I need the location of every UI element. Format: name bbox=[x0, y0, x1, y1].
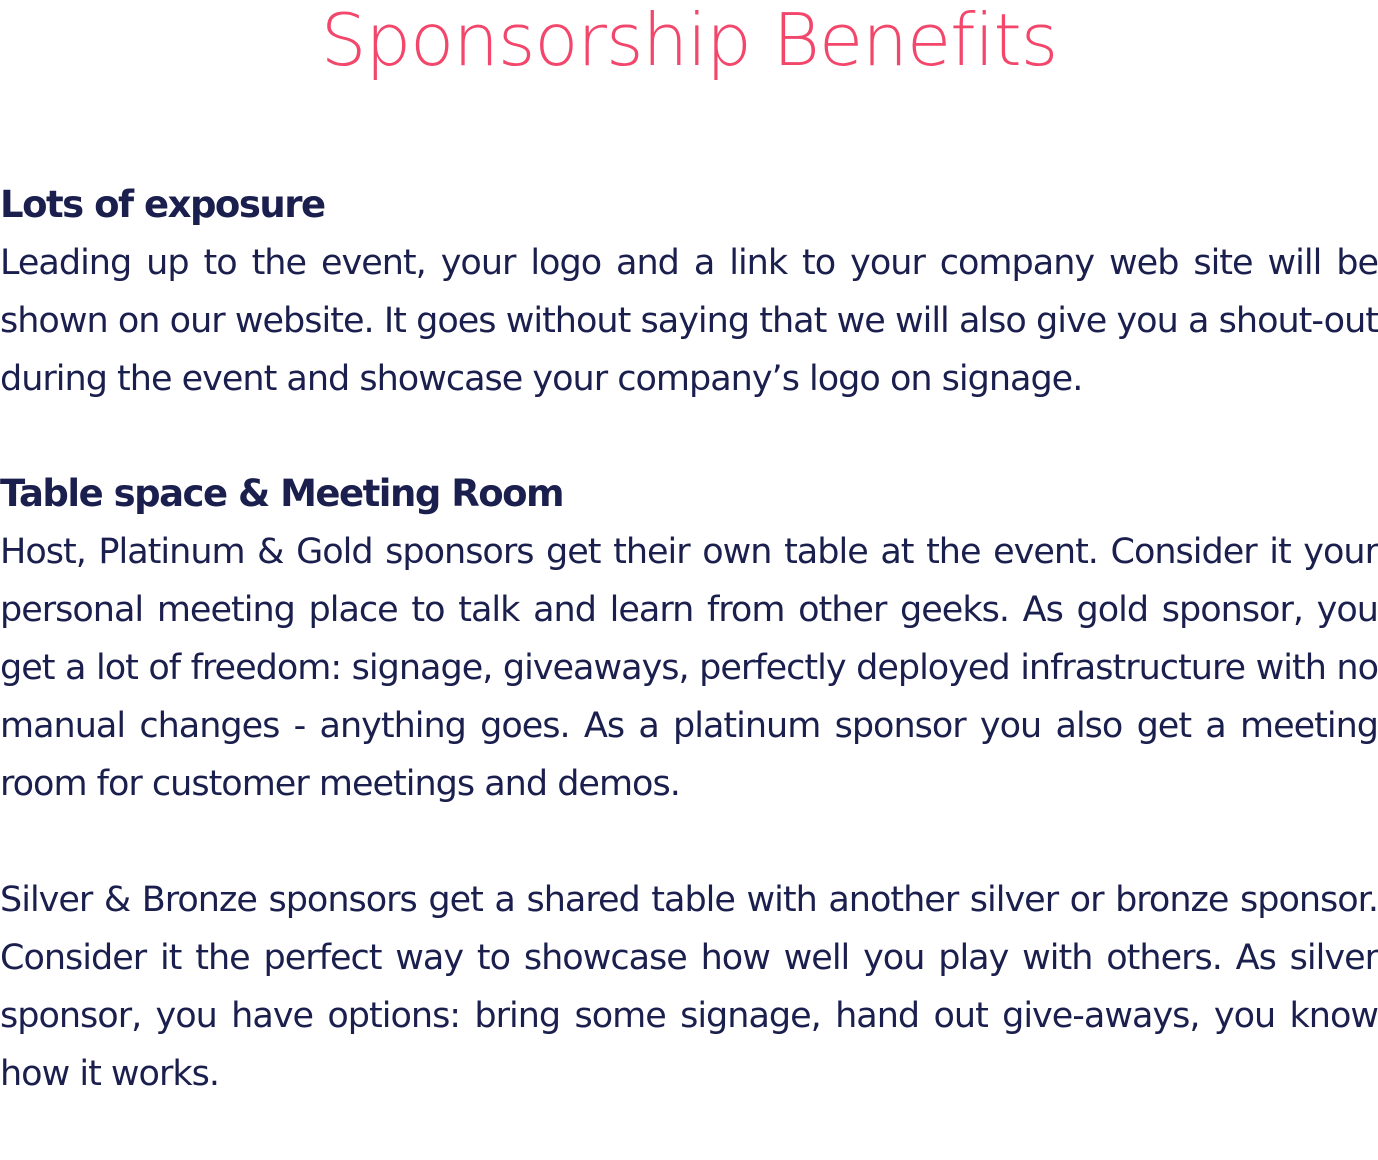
paragraph-exposure: Leading up to the event, your logo and a link to your company web site will be shown on our website. It goes without saying that we will also give you a shout-out during the event and showcase your company’s logo on signage. bbox=[0, 243, 1378, 399]
section-heading-table-space: Table space & Meeting Room bbox=[0, 472, 564, 515]
section-heading-exposure: Lots of exposure bbox=[0, 183, 325, 226]
page-title: Sponsorship Benefits bbox=[320, 0, 1058, 82]
section-exposure bbox=[0, 176, 1378, 408]
paragraph-host-platinum-gold: Host, Platinum & Gold sponsors get their own table at the event. Consider it your personal meeting place to talk and learn from other geeks. As gold sponsor, you get a lot of freedom: signage, giveaways, perfectly deployed infrastructure with no manual changes - anything goes. As a platinum sponsor you also get a meeting room for customer meetings and demos. bbox=[0, 532, 1378, 804]
benefits-content bbox=[0, 176, 1378, 1160]
section-table-space bbox=[0, 465, 1378, 1103]
paragraph-silver-bronze: Silver & Bronze sponsors get a shared table with another silver or bronze sponsor. Consider it the perfect way to showcase how well you play with others. As silver sponsor, you have options: bring some signage, hand out give-aways, you know how it works. bbox=[0, 880, 1378, 1094]
paragraph-spacer bbox=[0, 813, 1378, 871]
